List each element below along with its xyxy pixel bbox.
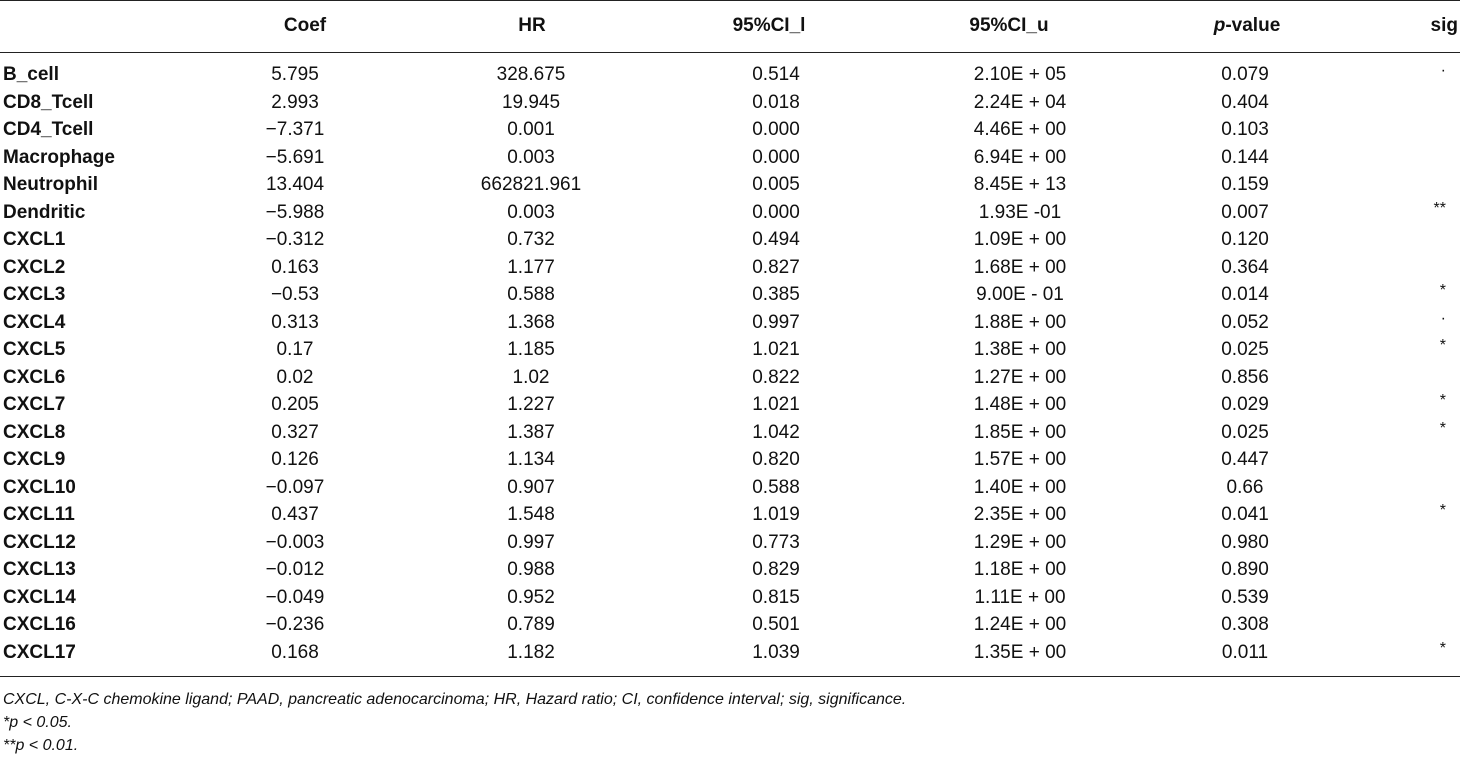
header-p-rest: -value: [1225, 15, 1281, 36]
cell-ci-lower: 1.021: [752, 394, 800, 415]
row-label: CXCL11: [3, 504, 75, 525]
table-row: [0, 282, 1460, 310]
table-row: [0, 117, 1460, 145]
table-row: [0, 475, 1460, 503]
table-row: [0, 227, 1460, 255]
row-label: B_cell: [3, 64, 59, 85]
cell-hr: 19.945: [501, 91, 561, 113]
cell-coef: 5.795: [271, 64, 319, 85]
cell-ci-lower: 1.039: [752, 641, 800, 663]
cell-hr: 1.177: [507, 256, 555, 278]
cell-ci-upper: 1.40E + 00: [973, 476, 1067, 498]
cell-hr: 0.952: [507, 586, 555, 608]
cell-p-value: 0.66: [1226, 476, 1264, 498]
cell-p-value: 0.856: [1221, 366, 1269, 388]
cell-p-value: 0.025: [1221, 339, 1269, 360]
cell-hr: 0.003: [507, 201, 555, 223]
cell-coef: 2.993: [271, 91, 319, 113]
cell-p-value: 0.144: [1221, 146, 1269, 168]
table-row: [0, 90, 1460, 118]
cell-ci-upper: 1.93E -01: [978, 201, 1062, 223]
row-label: CD8_Tcell: [3, 91, 94, 113]
cell-coef: 0.163: [271, 256, 319, 278]
footnote-abbreviations: CXCL, C-X-C chemokine ligand; PAAD, pancreatic adenocarcinoma; HR, Hazard ratio; CI, confidence interval; sig, significance.: [3, 691, 907, 708]
cell-ci-upper: 6.94E + 00: [973, 146, 1067, 168]
cell-ci-upper: 1.85E + 00: [973, 421, 1067, 443]
cell-coef: 0.126: [271, 449, 319, 470]
table-row: [0, 337, 1460, 365]
cell-p-value: 0.014: [1221, 284, 1269, 305]
table-row: [0, 255, 1460, 283]
row-label: CXCL12: [3, 531, 76, 553]
header-ci-upper: 95%CI_u: [969, 15, 1049, 36]
cell-coef: −0.049: [265, 586, 325, 608]
cell-ci-lower: 0.827: [752, 256, 800, 278]
cell-coef: 0.205: [271, 394, 319, 415]
cell-ci-lower: 1.042: [752, 421, 800, 443]
cell-ci-upper: 4.46E + 00: [973, 119, 1067, 140]
cell-coef: 0.437: [271, 504, 319, 525]
cell-hr: 0.988: [507, 559, 555, 580]
table-body: [0, 62, 1460, 667]
table-row: [0, 585, 1460, 613]
cell-ci-lower: 0.773: [752, 531, 800, 553]
cell-hr: 1.368: [507, 311, 555, 333]
cell-p-value: 0.159: [1221, 174, 1269, 195]
cell-hr: 0.001: [507, 119, 555, 140]
cell-hr: 0.732: [507, 229, 555, 250]
row-label: CXCL5: [3, 339, 66, 360]
cell-ci-lower: 0.588: [752, 476, 800, 498]
cell-ci-upper: 1.29E + 00: [973, 531, 1067, 553]
cell-ci-lower: 1.021: [752, 339, 800, 360]
cell-coef: −0.097: [265, 476, 325, 498]
row-label: CXCL1: [3, 229, 66, 250]
cell-hr: 0.907: [507, 476, 555, 498]
row-label: CXCL16: [3, 614, 76, 635]
cell-ci-lower: 0.514: [752, 64, 800, 85]
row-label: CXCL4: [3, 311, 66, 333]
cell-ci-upper: 2.24E + 04: [973, 91, 1067, 113]
row-label: CXCL9: [3, 449, 66, 470]
cell-coef: 0.327: [271, 421, 319, 443]
cell-ci-upper: 1.11E + 00: [974, 586, 1066, 608]
cell-coef: 0.02: [276, 366, 314, 388]
cell-p-value: 0.364: [1221, 256, 1269, 278]
cell-sig: *: [1439, 502, 1446, 519]
table-row: [0, 640, 1460, 668]
cell-sig: *: [1439, 639, 1446, 657]
row-label: CXCL17: [3, 641, 76, 663]
header-coef: Coef: [283, 15, 327, 36]
cell-ci-upper: 1.18E + 00: [973, 559, 1067, 580]
cell-ci-upper: 1.48E + 00: [973, 394, 1067, 415]
header-hr: HR: [518, 15, 546, 36]
cell-hr: 328.675: [496, 64, 566, 85]
header-p-value: [1214, 15, 1281, 37]
cell-ci-upper: 1.09E + 00: [973, 229, 1067, 250]
row-label: CXCL13: [3, 559, 76, 580]
bottom-rule: [0, 676, 1460, 677]
cell-p-value: 0.011: [1221, 641, 1269, 663]
cell-coef: −5.691: [265, 146, 325, 168]
cell-ci-upper: 1.24E + 00: [973, 614, 1067, 635]
cell-p-value: 0.120: [1221, 229, 1269, 250]
cell-coef: −0.012: [265, 559, 325, 580]
cell-coef: 0.313: [271, 311, 319, 333]
cell-hr: 0.789: [507, 614, 555, 635]
cell-hr: 1.387: [507, 421, 555, 443]
table-row: [0, 365, 1460, 393]
cell-p-value: 0.447: [1221, 449, 1269, 470]
table-row: [0, 62, 1460, 90]
cell-coef: 0.17: [276, 339, 314, 360]
table-row: [0, 612, 1460, 640]
cell-sig: ·: [1440, 309, 1446, 327]
cell-p-value: 0.539: [1221, 586, 1269, 608]
cell-p-value: 0.007: [1221, 201, 1269, 223]
cell-ci-upper: 1.35E + 00: [973, 641, 1067, 663]
footnotes: [3, 688, 906, 757]
row-label: CXCL6: [3, 366, 66, 388]
cell-ci-upper: 1.57E + 00: [973, 449, 1067, 470]
cell-ci-upper: 1.68E + 00: [973, 256, 1067, 278]
table-row: [0, 145, 1460, 173]
cell-ci-lower: 0.494: [752, 229, 800, 250]
table-row: [0, 557, 1460, 585]
cell-p-value: 0.890: [1221, 559, 1269, 580]
cell-ci-lower: 0.815: [752, 586, 800, 608]
cell-ci-lower: 0.501: [752, 614, 800, 635]
cell-sig: **: [1433, 199, 1446, 217]
cell-coef: −7.371: [265, 119, 325, 140]
cell-ci-lower: 1.019: [752, 504, 800, 525]
cell-hr: 0.003: [507, 146, 555, 168]
cell-p-value: 0.308: [1221, 614, 1269, 635]
row-label: CXCL2: [3, 256, 66, 278]
row-label: Neutrophil: [3, 174, 98, 195]
row-label: Dendritic: [3, 201, 86, 223]
cell-ci-lower: 0.997: [752, 311, 800, 333]
cell-hr: 1.02: [512, 366, 550, 388]
cell-ci-lower: 0.822: [752, 366, 800, 388]
cell-ci-upper: 1.27E + 00: [973, 366, 1067, 388]
cell-coef: 13.404: [265, 174, 325, 195]
cell-p-value: 0.041: [1221, 504, 1269, 525]
cell-coef: −0.236: [265, 614, 325, 635]
cell-p-value: 0.079: [1221, 64, 1269, 85]
cell-hr: 1.134: [507, 449, 555, 470]
table-row: [0, 502, 1460, 530]
header-p-italic: p: [1213, 15, 1226, 36]
cell-ci-upper: 1.88E + 00: [973, 311, 1067, 333]
header-ci-lower: 95%CI_l: [732, 15, 806, 36]
cell-p-value: 0.029: [1221, 394, 1269, 415]
cell-hr: 1.182: [507, 641, 555, 663]
cell-ci-lower: 0.820: [752, 449, 800, 470]
cell-coef: 0.168: [271, 641, 319, 663]
cell-sig: *: [1439, 392, 1446, 409]
cell-hr: 662821.961: [480, 174, 582, 195]
cell-ci-upper: 8.45E + 13: [973, 174, 1067, 195]
cell-ci-upper: 1.38E + 00: [973, 339, 1067, 360]
row-label: CXCL14: [3, 586, 76, 608]
cell-ci-lower: 0.385: [752, 284, 800, 305]
cell-ci-lower: 0.829: [752, 559, 800, 580]
cell-ci-lower: 0.000: [752, 146, 800, 168]
cell-sig: *: [1439, 282, 1446, 299]
table-row: [0, 200, 1460, 228]
cell-coef: −5.988: [265, 201, 325, 223]
cell-coef: −0.53: [270, 284, 320, 305]
cell-ci-upper: 2.10E + 05: [973, 64, 1067, 85]
cell-hr: 1.227: [507, 394, 555, 415]
row-label: CD4_Tcell: [3, 119, 94, 140]
table-row: [0, 530, 1460, 558]
cell-hr: 0.588: [507, 284, 555, 305]
table-row: [0, 310, 1460, 338]
table-row: [0, 420, 1460, 448]
cell-ci-upper: 2.35E + 00: [973, 504, 1067, 525]
footnote-p01: **p < 0.01.: [3, 737, 79, 754]
table-row: [0, 392, 1460, 420]
cell-p-value: 0.404: [1221, 91, 1269, 113]
header-rule: [0, 52, 1460, 53]
cell-ci-lower: 0.000: [752, 201, 800, 223]
footnote-p05: *p < 0.05.: [3, 714, 72, 731]
header-sig: sig: [1430, 15, 1458, 36]
table-header: [0, 0, 1460, 52]
row-label: CXCL3: [3, 284, 66, 305]
row-label: CXCL8: [3, 421, 66, 443]
cell-p-value: 0.103: [1221, 119, 1269, 140]
table-row: [0, 447, 1460, 475]
cell-sig: ·: [1440, 62, 1446, 79]
row-label: Macrophage: [3, 146, 115, 168]
cell-coef: −0.312: [265, 229, 325, 250]
row-label: CXCL7: [3, 394, 66, 415]
cell-coef: −0.003: [265, 531, 325, 553]
cell-hr: 0.997: [507, 531, 555, 553]
cell-ci-lower: 0.005: [752, 174, 800, 195]
cell-sig: *: [1439, 337, 1446, 354]
cell-hr: 1.185: [507, 339, 555, 360]
cell-sig: *: [1439, 419, 1446, 437]
cell-ci-lower: 0.000: [752, 119, 800, 140]
table-row: [0, 172, 1460, 200]
cell-p-value: 0.052: [1221, 311, 1269, 333]
cell-hr: 1.548: [507, 504, 555, 525]
cell-p-value: 0.980: [1221, 531, 1269, 553]
cell-ci-lower: 0.018: [752, 91, 800, 113]
cell-ci-upper: 9.00E - 01: [976, 284, 1064, 305]
row-label: CXCL10: [3, 476, 76, 498]
cell-p-value: 0.025: [1221, 421, 1269, 443]
